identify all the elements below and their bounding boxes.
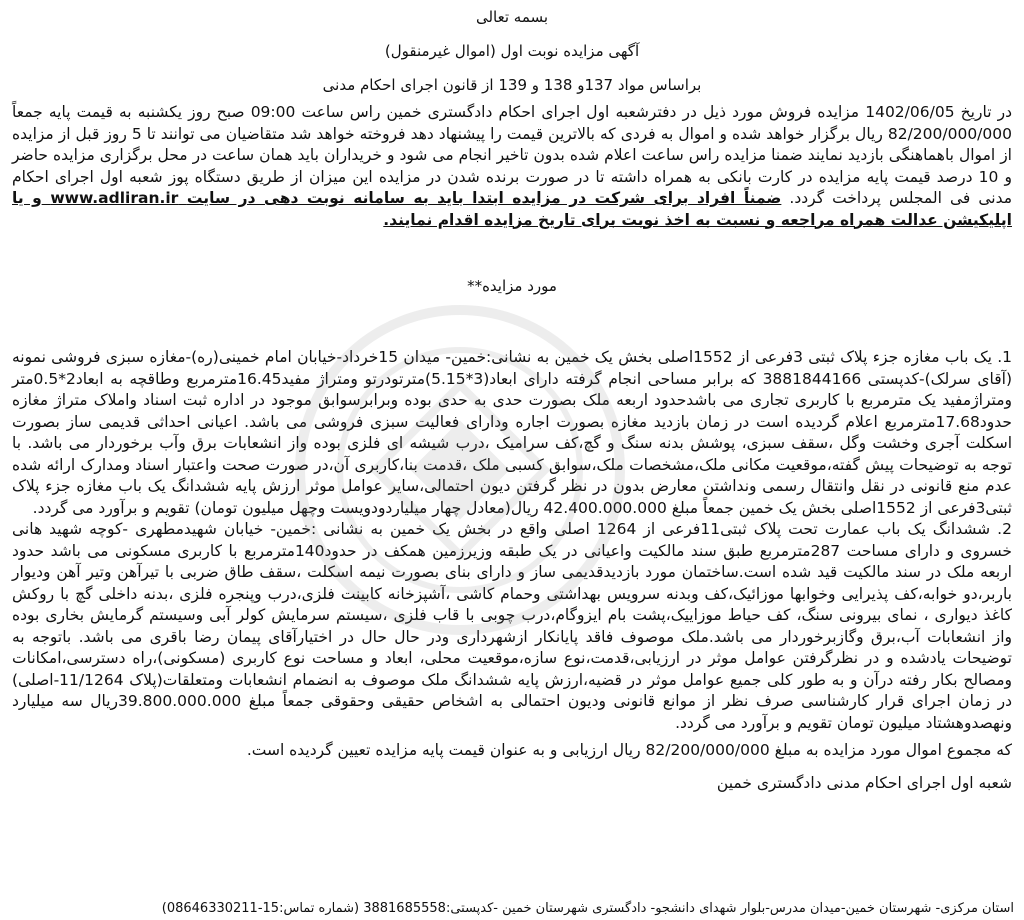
auction-item-2: 2. ششدانگ یک باب عمارت تحت پلاک ثبتی11فرعی از 1264 اصلی واقع در بخش یک خمین به نشانی :خمین- خیابان شهیدمطهری -کوچه شهید هانی خسروی و دارای مساحت 287مترمربع طبق سند مالکیت واعیانی در یک طبقه وزیرزمین همکف در حدود140مترمربع با کاربری مسکونی می باشد حدود اربعه ملک در سند مالکیت قید شده است.ساختمان مورد بازدیدقدیمی ساز و دارای بنای بصورت نیمه اسکلت ،سقف طاق ضربی با تیرآهن وتیر آهن ودیوار باربر،دو خوابه،کف پذیرایی وخوابها موزائیک،کف وبدنه سرویس بهداشتی وحمام کاشی ،آشپزخانه کابینت فلزی،درب وپنجره فلزی ،بدنه داخلی گچ با روکش کاغذ دیواری ، نمای بیرونی سنگ، کف حیاط موزاییک،پشت بام ایزوگام،درب چوبی با قاب فلزی ،سیستم سرمایش کولر آبی وسیستم گرمایش بخاری بوده واز انشعابات آب،برق وگازبرخوردار می باشد.ملک موصوف فاقد پایانکار ازشهرداری ودر حال حال در اختیارآقای پیمان رضا باقری می باشد. باتوجه به توضیحات یادشده و در نظرگرفتن عوامل موثر در ارزیابی،قدمت،نوع سازه،موقعیت محلی، ابعاد و مساحت نوع کاربری (مسکونی)،راه دسترسی،امکانات ومصالح بکار رفته درآن و به طور کلی جمیع عوامل موثر در قضیه،ارزش پایه ششدانگ ملک موصوف به انضمام انشعابات ومتعلقات(پلاک 11/1264-اصلی) در زمان اجرای قرار کارشناسی صرف نظر از موانع قانونی ودیون احتمالی به اشخاص حقیقی وحقوقی جمعاً مبلغ 39.800.000.000ریال سه میلیارد ونهصدوهشتاد میلیون تومان تقویم و برآورد می گردد. [12,520,1012,732]
bismillah-heading: بسمه تعالی [475,8,549,26]
notice-prefix: ضمناً افراد برای شرکت در مزایده ابتدا باید به سامانه نوبت دهی در سایت [186,189,782,207]
law-reference: براساس مواد 137و 138 و 139 از قانون اجرای احکام مدنی [322,76,702,94]
announcement-title: آگهی مزایده نوبت اول (اموال غیرمنقول) [384,42,640,60]
intro-text: در تاریخ 1402/06/05 مزایده فروش مورد ذیل در دفترشعبه اول اجرای احکام دادگستری خمین راس ساعت 09:00 صبح روز یکشنبه به قیمت پایه جمعاً 82/200/000/000 ریال برگزار خواهد شده و اموال به فردی که بالاترین قیمت را پیشنهاد دهد فروخته خواهد شد متقاضیان می توانند تا 5 روز قبل از مزایده از اموال باهماهنگی بازدید نمایند ضمنا مزایده راس ساعت اعلام شده بدون تاخیر انجام می شود و خریداران باید همان ساعت در محل برگزاری مزایده حاضر و 10 درصد قیمت پایه مزایده در کارت بانکی به همراه داشته تا در صورت برنده شدن در مزایده این میزان از طریق دستگاه پوز شعبه اول اجرای احکام مدنی فی المجلس پرداخت گردد. [12,103,1013,207]
auction-item-1: 1. یک باب مغازه جزء پلاک ثبتی 3فرعی از 1552اصلی بخش یک خمین به نشانی:خمین- میدان 15خرداد-خیابان امام خمینی(ره)-مغازه سبزی فروشی نمونه (آقای سرلک)-کدپستی 3881844166 که برابر مساحی انجام گرفته دارای ابعاد(3*5.15)مترتودرتو ومتراژ مفید16.45مترمربع وطاقچه به ابعاد2*0.5متر ومتراژمفید یک مترمربع با کاربری تجاری می باشدحدود اربعه ملک بصورت حدی به حدی بوده وبرابرسوابق موجود در اداره ثبت اسناد واملاک متراژ مغازه حدود17.68مترمربع اعلام گردیده است در زمان بازدید مغازه بصورت اجاره ودارای فعالیت سبزی فروشی می باشد. اعیانی احداثی قدیمی ساز بصورت اسکلت آجری وخشت وگل ،سقف سبزی، پوشش بدنه سنگ و گچ،کف سرامیک ،درب شیشه ای فلزی بوده واز انشعابات برق وآب برخوردار می باشد. با توجه به توضیحات پیش گفته،موقعیت مکانی ملک،مشخصات ملک،سوابق کسبی ملک ،قدمت بنا،کاربری آن،در صورت صحت واعتبار اسناد ومدارک ارائه شده عدم منع قانونی در نقل وانتقال رسمی ونداشتن معارض بدون در نظر گرفتن دیون احتمالی،سایر عوامل موثر ارزش پایه ششدانگ یک باب مغازه جزء پلاک ثبتی3فرعی از 1552اصلی بخش یک خمین جمعاً مبلغ 42.400.000.000 ریال(معادل چهار میلیاردودویست وچهل میلیون تومان) تقویم و برآورد می گردد. [12,348,1012,517]
notice-suffix: و یا اپلیکیشن عدالت همراه مراجعه و نسبت به اخذ نوبت برای تاریخ مزایده اقدام نمایند. [12,189,1012,229]
total-value-text: که مجموع اموال مورد مزایده به مبلغ 82/200/000/000 ریال ارزیابی و به عنوان قیمت پایه مزایده تعیین گردیده است. [246,741,1012,759]
items-title: مورد مزایده** [467,277,557,295]
office-signature: شعبه اول اجرای احکام مدنی دادگستری خمین [716,774,1012,792]
intro-paragraph [8,102,1016,231]
adliran-link[interactable]: www.adliran.ir [50,189,179,207]
footer-address: استان مرکزی- شهرستان خمین-میدان مدرس-بلوار شهدای دانشجو- دادگستری شهرستان خمین -کدپستی:3881685558 (شماره تماس:15-08646330211) [161,901,1014,916]
